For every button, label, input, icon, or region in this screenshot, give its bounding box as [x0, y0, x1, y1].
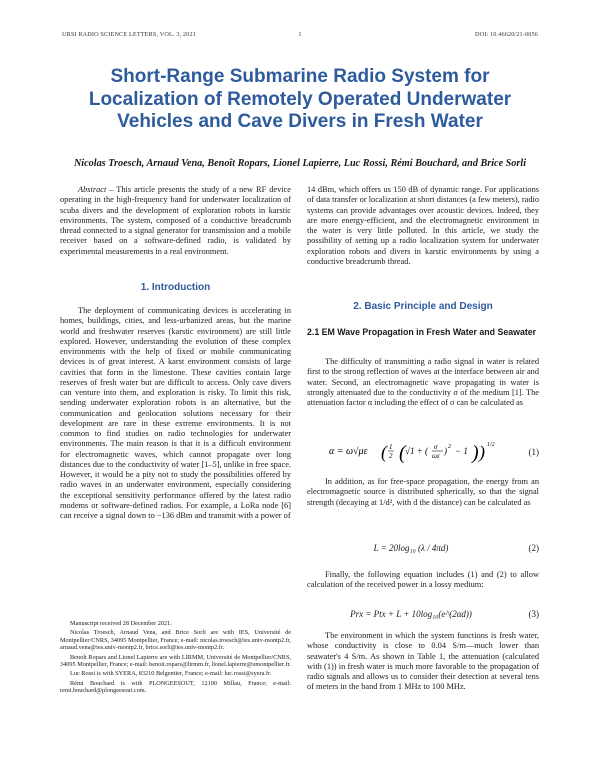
paragraph-spherical-text: In addition, as for free-space propagation, the energy from an electromagnetic source is distributed spherically, so that the signal strength (decaying at 1/d², with d the distance) can be calculated as	[307, 477, 539, 507]
left-column	[60, 185, 291, 520]
intro-paragraph	[60, 306, 291, 521]
equation-3-number: (3)	[528, 608, 539, 619]
equation-2-number: (2)	[528, 542, 539, 553]
svg-text:): )	[472, 441, 479, 463]
svg-text:2: 2	[448, 443, 451, 450]
page-number: 1	[298, 31, 302, 38]
running-header	[62, 31, 538, 43]
footnote-plongeesout: Rémi Bouchard is with PLONGEESOUT, 12100 Millau, France; e-mail: remi.bouchard@plongeesout.com.	[60, 679, 291, 695]
section-2-heading: 2. Basic Principle and Design	[353, 301, 493, 312]
equation-1	[307, 441, 539, 463]
intro-continued	[307, 185, 539, 267]
intro-text: The deployment of communicating devices is accelerating in homes, buildings, cities, and less-urbanized areas, but the marine world and freshwater reserves (karstic environment) are still little explored. However, understanding the evolution of these complex environments with the help of fixed or mobile communicating devices is of great interest. A karst environment consists of large cavities that form in the limestone. These cavities contain large reserves of fresh water but are difficult to access. Only cave divers can venture into them, and exploration is risky. To limit this risk, sending underwater exploration robots is an alternative, but the communication and geolocation solutions necessary for their development are rare in these extreme environments. It is not common to find studies on radio technologies for underwater environments. The main reason is that it is a difficult environment for electromagnetic waves, which cannot propagate over long distances due to the conductivity of water [1–5], unlike in free space. However, it would be a pity not to study the possibilities offered by radio waves in an underwater environment, especially considering the exceptional sensitivity performance offered by the latest radio modems or software-defined radios. For example, a LoRa node [6] can receive a signal down to −136 dBm and transmit with a power of	[60, 306, 291, 520]
paragraph-difficulty	[307, 357, 539, 408]
abstract-label: Abstract	[78, 185, 107, 194]
equation-3-formula: Prx = Ptx + L + 10log₁₀(e^(2αd))	[350, 608, 472, 619]
footnote-syera: Luc Rossi is with SYERA, 83210 Belgentier, France; e-mail: luc.rossi@syera.fr.	[70, 670, 272, 678]
subsection-2-1-heading: 2.1 EM Wave Propagation in Fresh Water and Seawater	[307, 327, 537, 337]
svg-text:2: 2	[389, 451, 393, 460]
equation-1-number: (1)	[528, 446, 539, 457]
footnote-received: Manuscript received 28 December 2021.	[70, 620, 172, 627]
abstract-text: – This article presents the study of a new RF device operating in the high-frequency band for underwater localization of scuba divers and the development of exploration robots in karstic environments. The system, composed of a conductive breadcrumb thread connected to a signal generator for transmission and a mobile receiver based on a software-defined radio, is validated by experimental measurements in a real environment.	[60, 185, 291, 256]
svg-text:1/2: 1/2	[487, 441, 495, 448]
svg-text:α = ω√με: α = ω√με	[329, 445, 368, 457]
intro-continued-text: 14 dBm, which offers us 150 dB of dynamic range. For applications of data transfer or localization at short distances (a few meters), radio systems can provide advantages over acoustic devices. Indeed, they are more energy-efficient, and the electromagnetic environment in the water is very little polluted. In this article, we study the possibility of setting up a radio localization system for underwater exploration robots and divers in karstic environments by using a conductive breadcrumb thread.	[307, 185, 539, 266]
attenuation-formula-graphic	[321, 439, 501, 463]
equation-1-formula	[307, 439, 515, 465]
footnote-lirmm: Benoît Ropars and Lionel Lapierre are with LIRMM, Université de Montpellier/CNRS, 34095 Montpellier, France; e-mail: benoit.ropars@lirmm.fr, lionel.lapierre@umontpellier.fr.	[60, 653, 291, 669]
svg-text:ωε: ωε	[432, 451, 440, 460]
paragraph-environment-text: The environment in which the system functions is fresh water, whose conductivity is close to 0.04 S/m—much lower than seawater's 4 S/m. As shown in Table 1, the attenuation (calculated with (1)) in fresh water is much more favorable to the propagation of radio signals and allows us to consider their detection at several tens of meters in the band from 1 MHz to 100 MHz.	[307, 631, 539, 692]
journal-name: URSI RADIO SCIENCE LETTERS, VOL. 3, 2021	[62, 31, 196, 38]
paragraph-received-power-text: Finally, the following equation includes (1) and (2) to allow calculation of the received power in a lossy medium:	[307, 570, 539, 590]
equation-3	[307, 603, 539, 625]
svg-text:σ: σ	[434, 442, 438, 451]
svg-text:(: (	[381, 441, 387, 462]
equation-2-formula: L = 20log₁₀ (λ / 4πd)	[373, 542, 449, 553]
author-list: Nicolas Troesch, Arnaud Vena, Benoît Ropars, Lionel Lapierre, Luc Rossi, Rémi Bouchard, and Brice Sorli	[73, 158, 527, 169]
svg-text:): )	[444, 445, 447, 456]
svg-text:(: (	[399, 441, 406, 463]
doi: DOI: 10.46620/21-0056	[475, 31, 538, 38]
svg-text:1: 1	[389, 442, 393, 451]
paragraph-difficulty-text: The difficulty of transmitting a radio signal in water is related first to the strong reflection of waves at the interface between air and water. Second, an electromagnetic wave propagating in water is strongly attenuated due to the conductivity σ of the medium [1]. The attenuation factor α including the effect of σ can be calculated as	[307, 357, 539, 407]
paragraph-received-power	[307, 570, 539, 591]
svg-text:√1 + (: √1 + (	[405, 445, 429, 456]
svg-text:− 1: − 1	[455, 445, 468, 456]
paragraph-environment	[307, 631, 539, 693]
section-1-heading: 1. Introduction	[140, 282, 211, 293]
footnotes	[60, 620, 291, 696]
article-title: Short-Range Submarine Radio System for Localization of Remotely Operated Underwater Vehicles and Cave Divers in Fresh Water	[88, 66, 512, 132]
abstract	[60, 185, 291, 257]
equation-2	[307, 537, 539, 559]
footnote-ies: Nicolas Troesch, Arnaud Vena, and Brice Sorli are with IES, Université de Montpellier/CNRS, 34095 Montpellier, France; e-mail: nicolas.troesch@ies.univ-montp2.fr, arnaud.vena@ies.univ-montp2.fr, brice.sorli@ies.univ-montp2.fr.	[60, 629, 291, 652]
paragraph-spherical	[307, 477, 539, 508]
svg-text:): )	[479, 441, 485, 462]
